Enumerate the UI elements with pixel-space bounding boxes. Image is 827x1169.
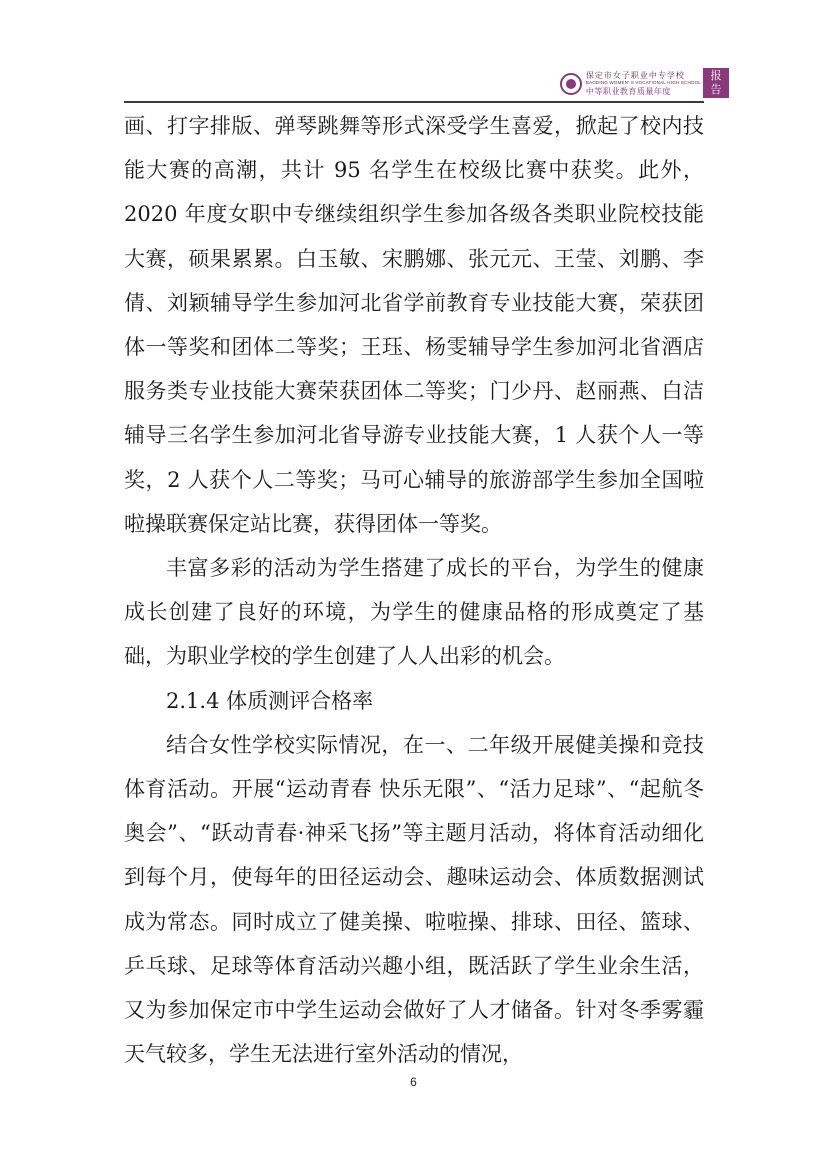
- paragraph-competitions: 画、打字排版、弹琴跳舞等形式深受学生喜爱，掀起了校内技能大赛的高潮，共计 95 名学生在校级比赛中获奖。此外，2020 年度女职中专继续组织学生参加各级各类职业院校技能大赛，硕果累累。白玉敏、宋鹏娜、张元元、王莹、刘鹏、李倩、刘颖辅导学生参加河北省学前教育专业技能大赛，荣获团体一等奖和团体二等奖；王珏、杨雯辅导学生参加河北省酒店服务类专业技能大赛荣获团体二等奖；门少丹、赵丽燕、白洁辅导三名学生参加河北省导游专业技能大赛，1 人获个人一等奖，2 人获个人二等奖；马可心辅导的旅游部学生参加全国啦啦操联赛保定站比赛，获得团体一等奖。: [124, 114, 704, 536]
- page-header: [0, 0, 827, 104]
- school-logo: [560, 70, 701, 98]
- report-badge: 报 告: [703, 68, 729, 98]
- page-body: [124, 104, 704, 1076]
- section-heading: 2.1.4 体质测评合格率: [166, 688, 374, 713]
- header-rule: [124, 101, 704, 103]
- page-number: 6: [410, 1075, 417, 1089]
- school-name-en: BAODING WOMEN' S VOCATIONAL HIGH SCHOOL: [585, 80, 701, 86]
- school-name-cn: 保定市女子职业中专学校: [585, 71, 685, 81]
- paragraph-activities-summary: 丰富多彩的活动为学生搭建了成长的平台，为学生的健康成长创建了良好的环境，为学生的健康品格的形成奠定了基础，为职业学校的学生创建了人人出彩的机会。: [124, 556, 704, 669]
- report-title: 中等职业教育质量年度: [585, 86, 671, 96]
- school-emblem-icon: [560, 73, 582, 95]
- paragraph-physical-fitness: 结合女性学校实际情况，在一、二年级开展健美操和竞技体育活动。开展“运动青春 快乐无限”、“活力足球”、“起航冬奥会”、“跃动青春·神采飞扬”等主题月活动，将体育活动细化到每个月，使每年的田径运动会、趣味运动会、体质数据测试成为常态。同时成立了健美操、啦啦操、排球、田径、篮球、乒乓球、足球等体育活动兴趣小组，既活跃了学生业余生活，又为参加保定市中学生运动会做好了人才储备。针对冬季雾霾天气较多，学生无法进行室外活动的情况，: [124, 732, 704, 1067]
